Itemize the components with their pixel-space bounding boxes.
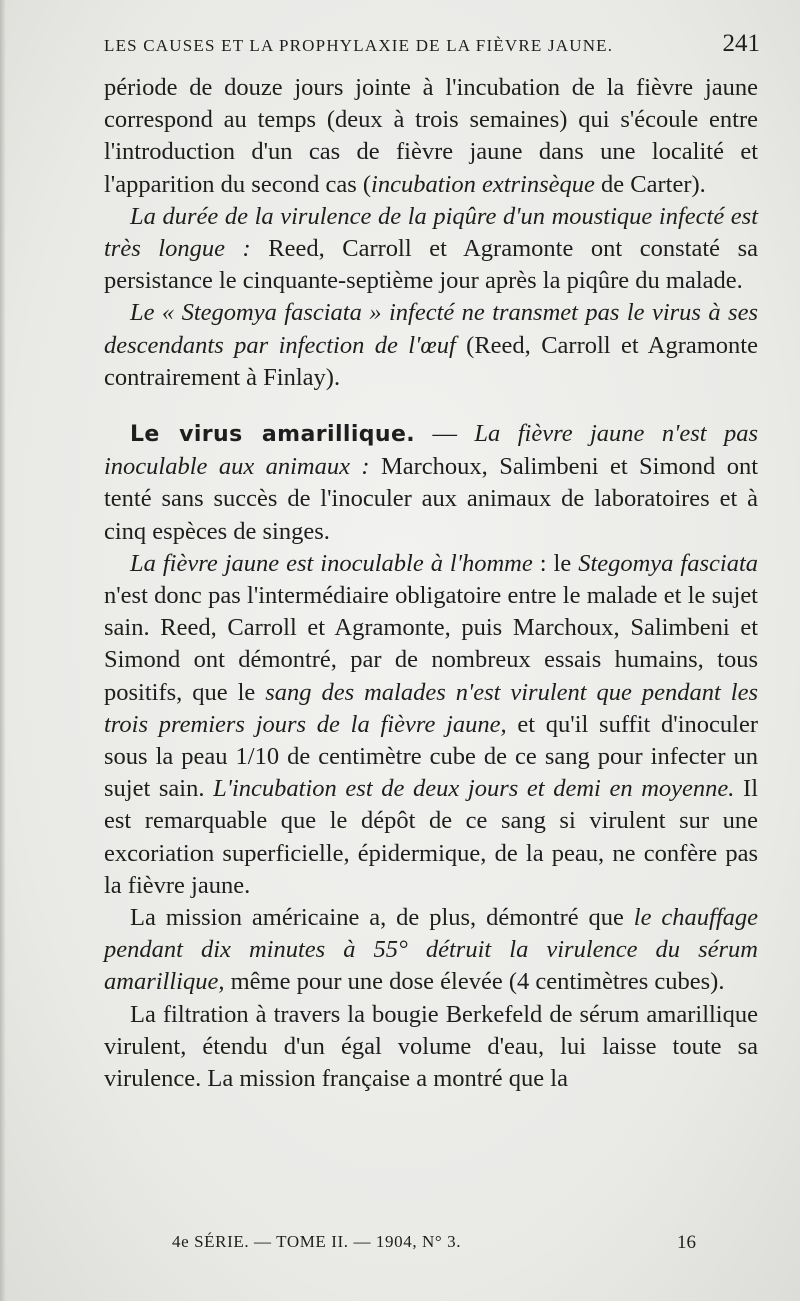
paragraph-3	[104, 297, 758, 394]
paragraph-6-text-b: même pour une dose élevée (4 centimètres cubes).	[224, 968, 725, 996]
page-footer	[172, 1232, 696, 1254]
paragraph-3-italic: Le « Stegomya fasciata » infecté ne transmet pas le virus à ses descendants par infection de l'œuf	[104, 299, 758, 359]
paragraph-2-italic: La durée de la virulence de la piqûre d'un moustique infecté est très longue :	[104, 202, 758, 263]
paragraph-7	[104, 999, 758, 1096]
paragraph-5-text-d: Il est remarquable que le dépôt de ce sang si virulent sur une excoriation superficielle, épidermique, de la peau, ne confère pas la fièvre jaune.	[104, 775, 758, 899]
paragraph-5-text-b: n'est donc pas l'intermédiaire obligatoire entre le malade et le sujet sain. Reed, Carroll et Agramonte, puis Marchoux, Salimbeni et Simond ont démontré, par de nombreux essais humains, tous positifs, que le	[104, 582, 758, 706]
paragraph-5-italic-3: sang des malades n'est virulent que pendant les trois premiers jours de la fièvre jaune,	[104, 678, 758, 738]
paragraph-6-italic: le chauffage pendant dix minutes à 55° détruit la virulence du sérum amarillique,	[104, 904, 759, 996]
paragraph-7-text: La filtration à travers la bougie Berkefeld de sérum amarillique virulent, étendu d'un égal volume d'eau, lui laisse toute sa virulence. La mission française a montré que la	[104, 1000, 758, 1093]
paragraph-2	[104, 201, 758, 298]
paragraph-1-italic: incubation extrinsèque	[371, 170, 595, 198]
page-number: 241	[722, 30, 760, 57]
paragraph-6-text-a: La mission américaine a, de plus, démontré que	[130, 904, 634, 932]
paragraph-6	[104, 902, 758, 999]
paragraph-5-italic-1: La fièvre jaune est inoculable à l'homme	[130, 549, 533, 577]
paragraph-5-italic-4: L'incubation est de deux jours et demi en moyenne.	[213, 775, 735, 803]
section-dash: —	[415, 420, 475, 448]
paragraph-4-text: Marchoux, Salimbeni et Simond ont tenté sans succès de l'inoculer aux animaux de laboratoires et à cinq espèces de singes.	[104, 453, 758, 545]
paragraph-4	[104, 418, 758, 548]
body-text	[104, 72, 758, 1095]
paragraph-1	[104, 72, 758, 201]
paragraph-5-text-c: et qu'il suffit d'inoculer sous la peau 1/10 de centimètre cube de ce sang pour infecter un sujet sain.	[104, 710, 758, 803]
paragraph-3-text: (Reed, Carroll et Agramonte contrairement à Finlay).	[104, 331, 758, 391]
paragraph-5-text-a: : le	[532, 549, 579, 577]
running-head	[104, 30, 760, 66]
sheet-number: 16	[677, 1232, 696, 1253]
paragraph-2-text: Reed, Carroll et Agramonte ont constaté sa persistance le cinquante-septième jour après la piqûre du malade.	[104, 235, 758, 295]
paragraph-4-italic: La fièvre jaune n'est pas inoculable aux animaux :	[104, 420, 758, 481]
paragraph-1-text: période de douze jours jointe à l'incubation de la fièvre jaune correspond au temps (deux à trois semaines) qui s'écoule entre l'introduction d'un cas de fièvre jaune dans une localité et l'apparition du second cas (	[104, 74, 758, 198]
paragraph-1-end: de Carter).	[594, 170, 706, 198]
running-head-title: LES CAUSES ET LA PROPHYLAXIE DE LA FIÈVRE JAUNE.	[104, 36, 614, 55]
paragraph-5-italic-2: Stegomya fasciata	[578, 549, 758, 577]
page-edge-shadow	[0, 0, 6, 1301]
section-heading: Le virus amarillique.	[130, 422, 416, 448]
signature-mark: 4e SÉRIE. — TOME II. — 1904, N° 3.	[172, 1232, 462, 1251]
paragraph-5	[104, 548, 758, 902]
